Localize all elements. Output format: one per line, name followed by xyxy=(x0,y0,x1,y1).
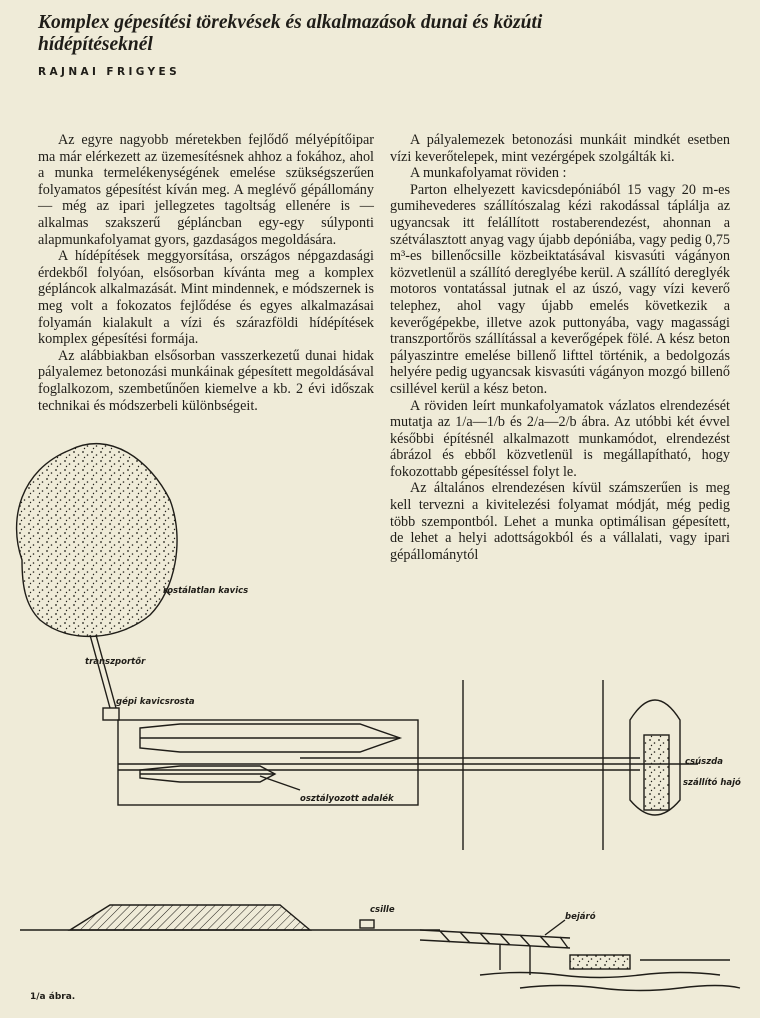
label-ship: szállító hajó xyxy=(683,778,741,788)
paragraph: Az egyre nagyobb méretekben fejlődő mélyépítőipar ma már elérkezett az üzemesítésnek ahhoz a fokához, ahol a munka termelékenységének emelése szükségszerűen folyamatos gépesítést kíván meg. A meglévő gépállomány — még az ipari jellegzetes tagoltság ellenére is — alkalmas szakszerű gépláncban egy-egy súlyponti alapmunkafolyamat gyors, gazdaságos megoldására. xyxy=(38,132,374,248)
paragraph: Parton elhelyezett kavicsdepóniából 15 vagy 20 m-es gumihevederes szállítószalag kézi rakodással táplálja az ugyancsak itt felállított rostaberendezést, ahonnan a szétválasztott anyag vagy újabb depóniába, vagy pedig 0,75 m³-es billenőcsille közbeiktatásával kisvasúti vágányon közvetlenül a szállító dereglyébe kerül. A szállító dereglyék motoros vontatással jutnak el az úszó, vagy vízi keverő telephez, ahol vagy újabb emelés következik a keverőgépekbe, illetve azok puttonyába, vagy magassági transzportőrös szállítással a keverőgépek fölé. A kész beton pályaszintre emelése billenő lifttel történik, a bedolgozás helyére pedig ugyancsak kisvasúti vágányon mozgó billenő csillével kerül a kész beton. xyxy=(390,181,731,397)
conveyor xyxy=(90,635,110,708)
water-line xyxy=(480,973,720,978)
article-title: Komplex gépesítési törekvések és alkalmazások dunai és közúti hídépítéseknél xyxy=(38,12,543,55)
label-conveyor: transzportőr xyxy=(85,657,146,667)
label-cart: csille xyxy=(370,905,395,915)
paragraph: A röviden leírt munkafolyamatok vázlatos elrendezését mutatja az 1/a—1/b és 2/a—2/b ábra. Az utóbbi két évvel későbbi építésnél alkalmazott munkamódot, elrendezést ábrázol és ebből közvetlenül is megállapítható, hogy fokozottabb gépesítéssel folyt le. xyxy=(390,397,730,480)
label-aggregate: osztályozott adalék xyxy=(300,794,394,804)
aggregate-bins xyxy=(118,720,418,805)
barge xyxy=(570,955,630,969)
label-gravel: rostálatlan kavics xyxy=(163,586,249,596)
author-name: RAJNAI FRIGYES xyxy=(38,66,181,78)
paragraph: A munkafolyamat röviden : xyxy=(410,165,567,182)
paragraph: A hídépítések meggyorsítása, országos népgazdasági érdekből folyóan, elsősorban kívánta meg a komplex gépláncok alkalmazását. Mint mindennek, e módszernek is meg volt a fokozatos fejlődése és egyes alkalmazásai folyamán kialakult a vízi és szárazföldi hídépítések komplex gépesítési formája. xyxy=(38,248,374,348)
paragraph: A pályalemezek betonozási munkáit mindkét esetben vízi keverőtelepek, mint vezérgépek szolgálták ki. xyxy=(390,132,730,165)
label-pontoon: csúszda xyxy=(685,757,723,767)
cart xyxy=(360,920,374,928)
figure-caption: 1/a ábra. xyxy=(30,992,76,1002)
label-access: bejáró xyxy=(565,912,596,922)
paragraph: Az alábbiakban elsősorban vasszerkezetű dunai hidak pályalemez betonozási munkáinak gépesített megoldásával foglalkozom, szembetűnően kiemelve a kb. 2 évi időszak technikai és módszerbeli különbségeit. xyxy=(38,347,374,414)
embankment xyxy=(70,905,310,930)
access-bridge xyxy=(420,930,570,975)
screen-unit xyxy=(103,708,119,720)
label-screen: gépi kavicsrosta xyxy=(116,697,195,707)
gravel-heap xyxy=(17,444,177,637)
paragraph: Az általános elrendezésen kívül számszerűen is meg kell tervezni a kivitelezési folyamat módját, még pedig több szempontból. Lehet a munka optimálisan gépesített, de lehet a helyi adottságokból és a vállalati, vagy ipari gépállománytól xyxy=(390,480,730,563)
